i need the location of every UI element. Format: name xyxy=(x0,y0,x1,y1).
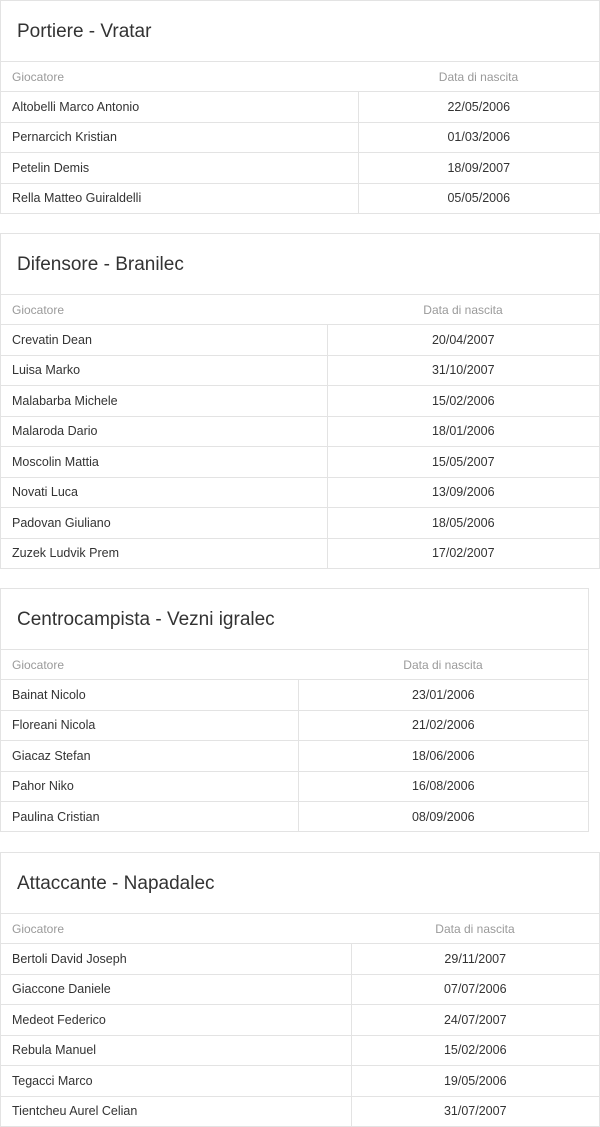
column-header-date: Data di nascita xyxy=(358,62,599,92)
table-header-row xyxy=(1,650,588,680)
player-name: Rella Matteo Guiraldelli xyxy=(1,183,358,213)
player-name: Tegacci Marco xyxy=(1,1066,351,1097)
player-name: Paulina Cristian xyxy=(1,802,298,832)
player-name: Petelin Demis xyxy=(1,153,358,184)
table-row xyxy=(1,508,599,539)
player-birth-date: 20/04/2007 xyxy=(327,325,599,356)
table-header-row xyxy=(1,295,599,325)
player-name: Crevatin Dean xyxy=(1,325,327,356)
table-row xyxy=(1,680,588,711)
player-name: Bertoli David Joseph xyxy=(1,944,351,975)
player-birth-date: 21/02/2006 xyxy=(298,710,588,741)
section-card-difensore xyxy=(0,233,600,569)
table-row xyxy=(1,447,599,478)
table-row xyxy=(1,477,599,508)
column-header-name: Giocatore xyxy=(1,62,358,92)
player-name: Giaccone Daniele xyxy=(1,974,351,1005)
table-row xyxy=(1,386,599,417)
section-title: Difensore - Branilec xyxy=(1,234,599,295)
table-row xyxy=(1,1096,599,1126)
player-name: Moscolin Mattia xyxy=(1,447,327,478)
section-card-portiere xyxy=(0,0,600,214)
players-table xyxy=(1,650,588,832)
player-birth-date: 18/05/2006 xyxy=(327,508,599,539)
player-name: Bainat Nicolo xyxy=(1,680,298,711)
player-birth-date: 07/07/2006 xyxy=(351,974,599,1005)
table-row xyxy=(1,741,588,772)
table-row xyxy=(1,92,599,123)
player-name: Pahor Niko xyxy=(1,771,298,802)
player-birth-date: 31/07/2007 xyxy=(443,1104,507,1119)
player-birth-date: 18/09/2007 xyxy=(358,153,599,184)
player-name: Medeot Federico xyxy=(1,1005,351,1036)
player-name: Tientcheu Aurel Celian xyxy=(1,1096,351,1126)
player-name: Novati Luca xyxy=(1,477,327,508)
player-name: Luisa Marko xyxy=(1,355,327,386)
players-table xyxy=(1,295,599,568)
table-row xyxy=(1,183,599,213)
player-birth-date: 31/10/2007 xyxy=(327,355,599,386)
column-header-date: Data di nascita xyxy=(298,650,588,680)
player-birth-date: 19/05/2006 xyxy=(351,1066,599,1097)
column-header-name: Giocatore xyxy=(1,650,298,680)
table-row xyxy=(1,974,599,1005)
table-row xyxy=(1,355,599,386)
player-birth-date: 18/01/2006 xyxy=(327,416,599,447)
players-table xyxy=(1,914,599,1126)
player-birth-date: 23/01/2006 xyxy=(298,680,588,711)
player-birth-date: 15/02/2006 xyxy=(327,386,599,417)
player-birth-date: 13/09/2006 xyxy=(327,477,599,508)
table-row xyxy=(1,538,599,568)
table-row xyxy=(1,325,599,356)
table-row xyxy=(1,416,599,447)
table-row xyxy=(1,1066,599,1097)
player-name: Pernarcich Kristian xyxy=(1,122,358,153)
player-birth-date: 22/05/2006 xyxy=(358,92,599,123)
player-birth-date: 05/05/2006 xyxy=(447,191,511,206)
table-row xyxy=(1,771,588,802)
column-header-name: Giocatore xyxy=(1,295,327,325)
player-name: Malabarba Michele xyxy=(1,386,327,417)
section-title: Attaccante - Napadalec xyxy=(1,853,599,914)
player-birth-date: 17/02/2007 xyxy=(431,546,495,561)
player-name: Rebula Manuel xyxy=(1,1035,351,1066)
column-header-date: Data di nascita xyxy=(351,914,599,944)
player-birth-date: 24/07/2007 xyxy=(351,1005,599,1036)
player-birth-date: 01/03/2006 xyxy=(358,122,599,153)
section-title: Portiere - Vratar xyxy=(1,1,599,62)
section-card-attaccante xyxy=(0,852,600,1127)
player-name: Padovan Giuliano xyxy=(1,508,327,539)
player-birth-date: 08/09/2006 xyxy=(411,809,475,824)
table-row xyxy=(1,710,588,741)
section-card-centrocampista xyxy=(0,588,589,832)
table-row xyxy=(1,944,599,975)
section-title: Centrocampista - Vezni igralec xyxy=(1,589,588,650)
player-birth-date: 16/08/2006 xyxy=(298,771,588,802)
player-name: Floreani Nicola xyxy=(1,710,298,741)
column-header-date: Data di nascita xyxy=(327,295,599,325)
player-name: Zuzek Ludvik Prem xyxy=(1,538,327,568)
table-header-row xyxy=(1,914,599,944)
table-header-row xyxy=(1,62,599,92)
player-name: Malaroda Dario xyxy=(1,416,327,447)
table-row xyxy=(1,122,599,153)
table-row xyxy=(1,802,588,832)
table-row xyxy=(1,1005,599,1036)
player-name: Altobelli Marco Antonio xyxy=(1,92,358,123)
player-birth-date: 29/11/2007 xyxy=(351,944,599,975)
column-header-name: Giocatore xyxy=(1,914,351,944)
player-birth-date: 15/02/2006 xyxy=(351,1035,599,1066)
player-birth-date: 18/06/2006 xyxy=(298,741,588,772)
player-birth-date: 15/05/2007 xyxy=(327,447,599,478)
table-row xyxy=(1,153,599,184)
table-row xyxy=(1,1035,599,1066)
players-table xyxy=(1,62,599,213)
player-name: Giacaz Stefan xyxy=(1,741,298,772)
